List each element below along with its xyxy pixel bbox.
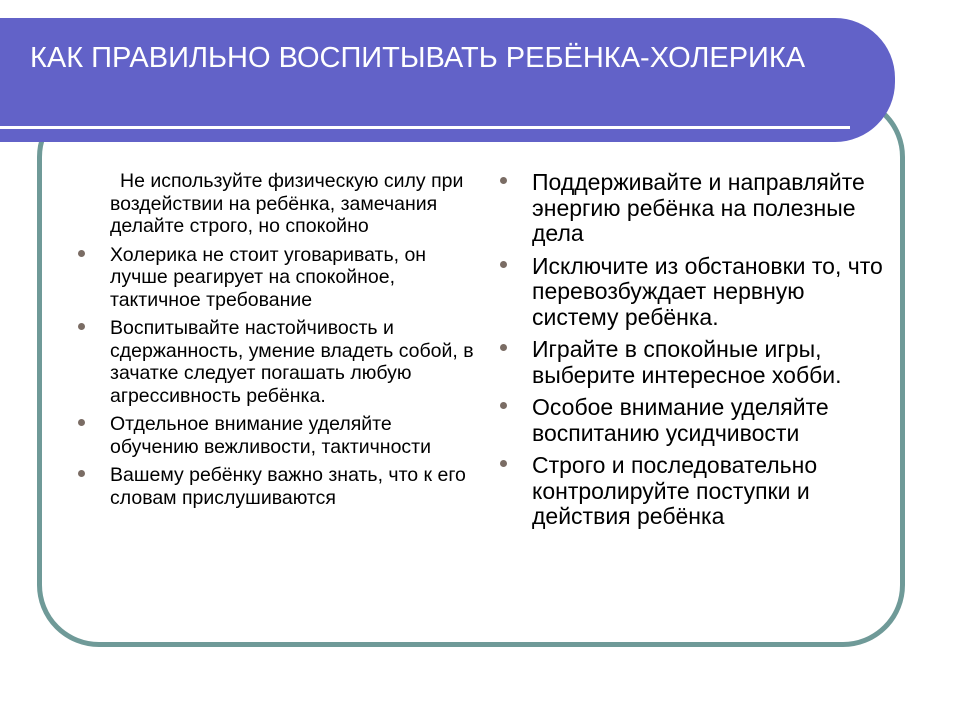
bullet-dot-icon — [500, 402, 507, 409]
bullet-dot-icon — [78, 250, 85, 257]
list-item — [497, 337, 897, 388]
bullet-dot-icon — [500, 344, 507, 351]
list-item-text: Исключите из обстановки то, что перевозбуждает нервную систему ребёнка. — [532, 252, 883, 330]
list-item — [75, 244, 475, 312]
list-item — [497, 170, 897, 247]
left-column-list — [75, 170, 475, 515]
list-item-text: Играйте в спокойные игры, выберите интересное хобби. — [532, 336, 842, 388]
slide-title: КАК ПРАВИЛЬНО ВОСПИТЫВАТЬ РЕБЁНКА-ХОЛЕРИКА — [30, 42, 806, 74]
list-item — [497, 254, 897, 331]
list-item-intro — [75, 170, 475, 238]
list-item-text: Отдельное внимание уделяйте обучению вежливости, тактичности — [110, 413, 431, 458]
list-item-text: Холерика не стоит уговаривать, он лучше реагирует на спокойное, тактичное требование — [110, 243, 427, 311]
list-item — [75, 317, 475, 407]
list-item-text: Не используйте физическую силу при воздействии на ребёнка, замечания делайте строго, но спокойно — [110, 170, 464, 237]
bullet-dot-icon — [78, 470, 85, 477]
list-item-text: Воспитывайте настойчивость и сдержанность, умение владеть собой, в зачатке следует погашать любую агрессивность ребёнка. — [110, 317, 474, 407]
list-item — [497, 395, 897, 446]
list-item-text: Особое внимание уделяйте воспитанию усидчивости — [532, 394, 829, 446]
bullet-dot-icon — [500, 460, 507, 467]
list-item — [75, 464, 475, 509]
right-column-list — [497, 170, 897, 537]
title-underline — [0, 126, 850, 129]
bullet-dot-icon — [500, 261, 507, 268]
list-item-text: Строго и последовательно контролируйте поступки и действия ребёнка — [532, 452, 818, 529]
list-item-text: Вашему ребёнку важно знать, что к его словам прислушиваются — [110, 464, 466, 509]
list-item-text: Поддерживайте и направляйте энергию ребёнка на полезные дела — [532, 169, 865, 246]
list-item — [497, 453, 897, 530]
bullet-dot-icon — [500, 177, 507, 184]
bullet-dot-icon — [78, 323, 85, 330]
title-bar — [0, 18, 895, 142]
bullet-dot-icon — [78, 419, 85, 426]
list-item — [75, 413, 475, 458]
